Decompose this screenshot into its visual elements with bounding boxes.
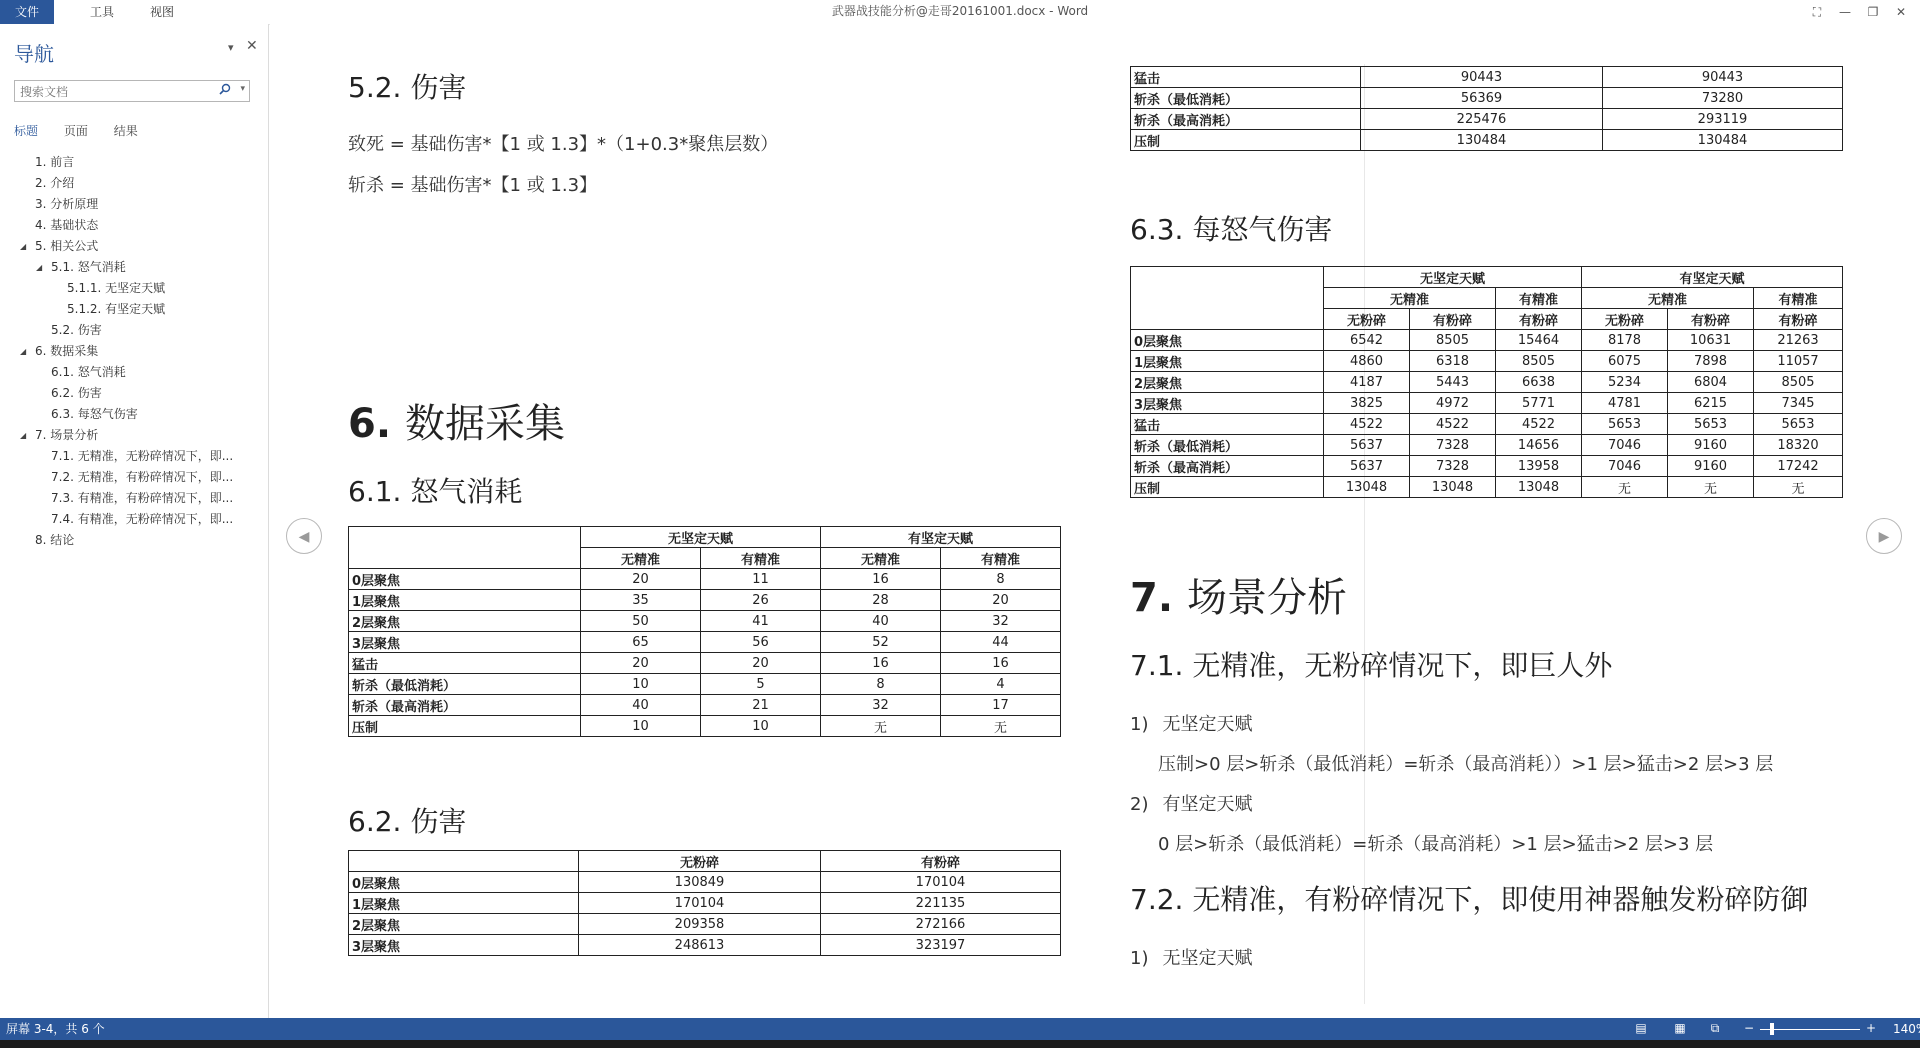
document-area[interactable] bbox=[270, 24, 1920, 1018]
heading-6-2: 6.2. 伤害 bbox=[348, 805, 467, 838]
ranking-text: 0 层>斩杀（最低消耗）=斩杀（最高消耗）>1 层>猛击>2 层>3 层 bbox=[1158, 834, 1714, 855]
nav-item[interactable]: 7.2. 无精准，有粉碎情况下，即... bbox=[51, 470, 234, 484]
fullscreen-icon[interactable]: ⛶ bbox=[1812, 5, 1822, 19]
nav-item[interactable]: 6.1. 怒气消耗 bbox=[51, 365, 126, 379]
list-item: 1) 无坚定天赋 bbox=[1130, 714, 1253, 735]
list-item: 2) 有坚定天赋 bbox=[1130, 794, 1253, 815]
nav-item[interactable]: 3. 分析原理 bbox=[35, 197, 99, 211]
heading-6-number: 6. bbox=[348, 401, 392, 447]
zoom-slider-thumb[interactable] bbox=[1770, 1023, 1774, 1035]
table-row: 压制 130484 130484 bbox=[1131, 130, 1843, 151]
table-damage: 无粉碎 有粉碎 0层聚焦 130849 170104 1层聚焦 170104 221135 2层聚焦 209358 272166 3层聚焦 248613 323197 bbox=[348, 850, 1061, 956]
expand-triangle-icon[interactable]: ◢ bbox=[20, 431, 27, 440]
nav-item[interactable]: ◢ 6. 数据采集 bbox=[0, 341, 268, 362]
expand-triangle-icon[interactable]: ◢ bbox=[20, 347, 27, 356]
tab-headings[interactable]: 标题 bbox=[14, 124, 39, 138]
zoom-out-icon[interactable]: − bbox=[1743, 1021, 1755, 1035]
heading-tree bbox=[0, 152, 268, 551]
heading-6-3: 6.3. 每怒气伤害 bbox=[1130, 213, 1333, 246]
table-row: 3层聚焦 65 56 52 44 bbox=[349, 632, 1061, 653]
expand-triangle-icon[interactable]: ◢ bbox=[20, 242, 27, 251]
search-options-chevron-icon[interactable]: ▾ bbox=[240, 84, 245, 94]
table-row: 3层聚焦 248613 323197 bbox=[349, 935, 1061, 956]
table-row: 0层聚焦 130849 170104 bbox=[349, 872, 1061, 893]
heading-7-number: 7. bbox=[1130, 575, 1174, 621]
heading-7-2: 7.2. 无精准，有粉碎情况下，即使用神器触发粉碎防御 bbox=[1130, 883, 1809, 916]
table-row: 1层聚焦 4860 6318 8505 6075 7898 11057 bbox=[1131, 351, 1843, 372]
nav-options-chevron-icon[interactable]: ▾ bbox=[228, 41, 234, 54]
nav-item[interactable]: 8. 结论 bbox=[35, 533, 75, 547]
nav-tabs bbox=[14, 122, 160, 141]
table-row: 斩杀（最高消耗） 40 21 32 17 bbox=[349, 695, 1061, 716]
status-bar bbox=[0, 1018, 1927, 1040]
restore-icon[interactable]: ❐ bbox=[1867, 5, 1879, 19]
nav-item[interactable]: 6.3. 每怒气伤害 bbox=[51, 407, 138, 421]
search-input[interactable] bbox=[18, 82, 218, 102]
tab-results[interactable]: 结果 bbox=[113, 124, 138, 138]
nav-item[interactable]: 4. 基础状态 bbox=[35, 218, 99, 232]
table-row: 压制 13048 13048 13048 无 无 无 bbox=[1131, 477, 1843, 498]
nav-item[interactable]: 7.4. 有精准，无粉碎情况下，即... bbox=[51, 512, 234, 526]
nav-item[interactable]: 5.1.1. 无坚定天赋 bbox=[67, 281, 166, 295]
tab-pages[interactable]: 页面 bbox=[63, 124, 88, 138]
navigation-pane bbox=[0, 24, 269, 1018]
close-window-icon[interactable]: ✕ bbox=[1895, 5, 1907, 19]
menu-tools[interactable]: 工具 bbox=[89, 5, 114, 19]
nav-item[interactable] bbox=[0, 320, 268, 341]
nav-item[interactable]: ◢ 5. 相关公式 bbox=[0, 236, 268, 257]
table-rage-cost: 无坚定天赋 有坚定天赋 无精准 有精准 无精准 有精准 0层聚焦 20 11 16 8 1层聚焦 35 26 28 20 2层聚焦 50 41 40 32 3层聚焦 65 56 52 44 猛击 20 20 16 16 斩杀（最低消耗） 10 5 8 4 斩杀（最高消耗） 40 21 32 17 压制 10 10 无 无 bbox=[348, 526, 1061, 737]
table-row: 1层聚焦 170104 221135 bbox=[349, 893, 1061, 914]
title-bar bbox=[0, 0, 1920, 25]
table-row: 0层聚焦 20 11 16 8 bbox=[349, 569, 1061, 590]
nav-close-icon[interactable]: ✕ bbox=[246, 38, 258, 54]
table-row: 斩杀（最高消耗） 225476 293119 bbox=[1131, 109, 1843, 130]
table-row: 2层聚焦 50 41 40 32 bbox=[349, 611, 1061, 632]
table-row: 3层聚焦 3825 4972 5771 4781 6215 7345 bbox=[1131, 393, 1843, 414]
heading-7-title: 场景分析 bbox=[1187, 575, 1348, 621]
table-row: 猛击 20 20 16 16 bbox=[349, 653, 1061, 674]
table-damage-per-rage: 无坚定天赋 有坚定天赋 无精准 有精准 无精准 有精准 无粉碎 有粉碎 有粉碎 无粉碎 有粉碎 有粉碎 0层聚焦 6542 8505 15464 8178 10631 21263 1层聚焦 4860 6318 8505 6075 7898 11057 2层聚焦 4187 5443 6638 5234 6804 8505 3层聚焦 3825 4972 5771 4781 6215 7345 猛击 4522 4522 4522 5653 5653 5653 斩杀（最低消耗） 5637 7328 14656 7046 9160 18320 斩杀（最高消耗） 5637 7328 13958 7046 9160 17242 压制 13048 13048 13048 无 无 无 bbox=[1130, 266, 1843, 498]
table-row: 2层聚焦 209358 272166 bbox=[349, 914, 1061, 935]
nav-item[interactable]: 2. 介绍 bbox=[35, 176, 75, 190]
zoom-level[interactable]: 140% bbox=[1893, 1022, 1927, 1036]
table-row: 1层聚焦 35 26 28 20 bbox=[349, 590, 1061, 611]
nav-title: 导航 bbox=[14, 42, 54, 66]
nav-item[interactable]: 1. 前言 bbox=[35, 155, 75, 169]
table-row: 斩杀（最高消耗） 5637 7328 13958 7046 9160 17242 bbox=[1131, 456, 1843, 477]
expand-triangle-icon[interactable]: ◢ bbox=[36, 263, 43, 272]
heading-6-title: 数据采集 bbox=[405, 401, 566, 447]
heading-6 bbox=[348, 392, 565, 449]
heading-6-1: 6.1. 怒气消耗 bbox=[348, 475, 523, 508]
table-damage-continued bbox=[1130, 66, 1843, 151]
table-row: 斩杀（最低消耗） 5637 7328 14656 7046 9160 18320 bbox=[1131, 435, 1843, 456]
previous-screen-button[interactable]: ◀ bbox=[286, 518, 322, 554]
nav-item[interactable]: 5.1.2. 有坚定天赋 bbox=[67, 302, 166, 316]
table-row: 压制 10 10 无 无 bbox=[349, 716, 1061, 737]
nav-item[interactable]: 6.2. 伤害 bbox=[51, 386, 102, 400]
page-info: 屏幕 3-4，共 6 个 bbox=[6, 1022, 105, 1036]
formula-execute: 斩杀 = 基础伤害*【1 或 1.3】 bbox=[348, 175, 598, 196]
minimize-icon[interactable]: — bbox=[1839, 5, 1851, 19]
search-icon[interactable] bbox=[219, 83, 231, 98]
zoom-slider[interactable] bbox=[1760, 1029, 1860, 1030]
nav-item-selected: 5.2. 伤害 bbox=[51, 323, 102, 337]
print-layout-icon[interactable]: ▦ bbox=[1674, 1021, 1686, 1035]
table-row: 斩杀（最低消耗） 56369 73280 bbox=[1131, 88, 1843, 109]
nav-item[interactable]: ◢ 7. 场景分析 bbox=[0, 425, 268, 446]
zoom-in-icon[interactable]: + bbox=[1865, 1021, 1877, 1035]
page-divider bbox=[1364, 64, 1365, 1004]
heading-5-2: 5.2. 伤害 bbox=[348, 71, 467, 104]
heading-7-1: 7.1. 无精准，无粉碎情况下，即巨人外 bbox=[1130, 649, 1613, 682]
document-title: 武器战技能分析@走哥20161001.docx - Word bbox=[831, 4, 1089, 18]
nav-item[interactable]: 7.1. 无精准，无粉碎情况下，即... bbox=[51, 449, 234, 463]
formula-fatal: 致死 = 基础伤害*【1 或 1.3】*（1+0.3*聚焦层数） bbox=[348, 134, 779, 155]
next-screen-button[interactable]: ▶ bbox=[1866, 518, 1902, 554]
nav-item[interactable]: ◢ 5.1. 怒气消耗 bbox=[0, 257, 268, 278]
list-item: 1) 无坚定天赋 bbox=[1130, 948, 1253, 969]
table-row: 猛击 90443 90443 bbox=[1131, 67, 1843, 88]
taskbar-strip bbox=[0, 1040, 1920, 1048]
web-layout-icon[interactable]: ⧉ bbox=[1710, 1021, 1720, 1035]
ranking-text: 压制>0 层>斩杀（最低消耗）=斩杀（最高消耗））>1 层>猛击>2 层>3 层 bbox=[1158, 754, 1774, 775]
nav-item[interactable]: 7.3. 有精准，有粉碎情况下，即... bbox=[51, 491, 234, 505]
search-box bbox=[14, 80, 250, 102]
table-row: 斩杀（最低消耗） 10 5 8 4 bbox=[349, 674, 1061, 695]
table-row: 2层聚焦 4187 5443 6638 5234 6804 8505 bbox=[1131, 372, 1843, 393]
menu-file[interactable]: 文件 bbox=[0, 0, 54, 24]
menu-view[interactable]: 视图 bbox=[149, 5, 174, 19]
heading-7 bbox=[1130, 566, 1347, 623]
table-row: 猛击 4522 4522 4522 5653 5653 5653 bbox=[1131, 414, 1843, 435]
table-row: 0层聚焦 6542 8505 15464 8178 10631 21263 bbox=[1131, 330, 1843, 351]
read-mode-icon[interactable]: ▤ bbox=[1635, 1021, 1647, 1035]
